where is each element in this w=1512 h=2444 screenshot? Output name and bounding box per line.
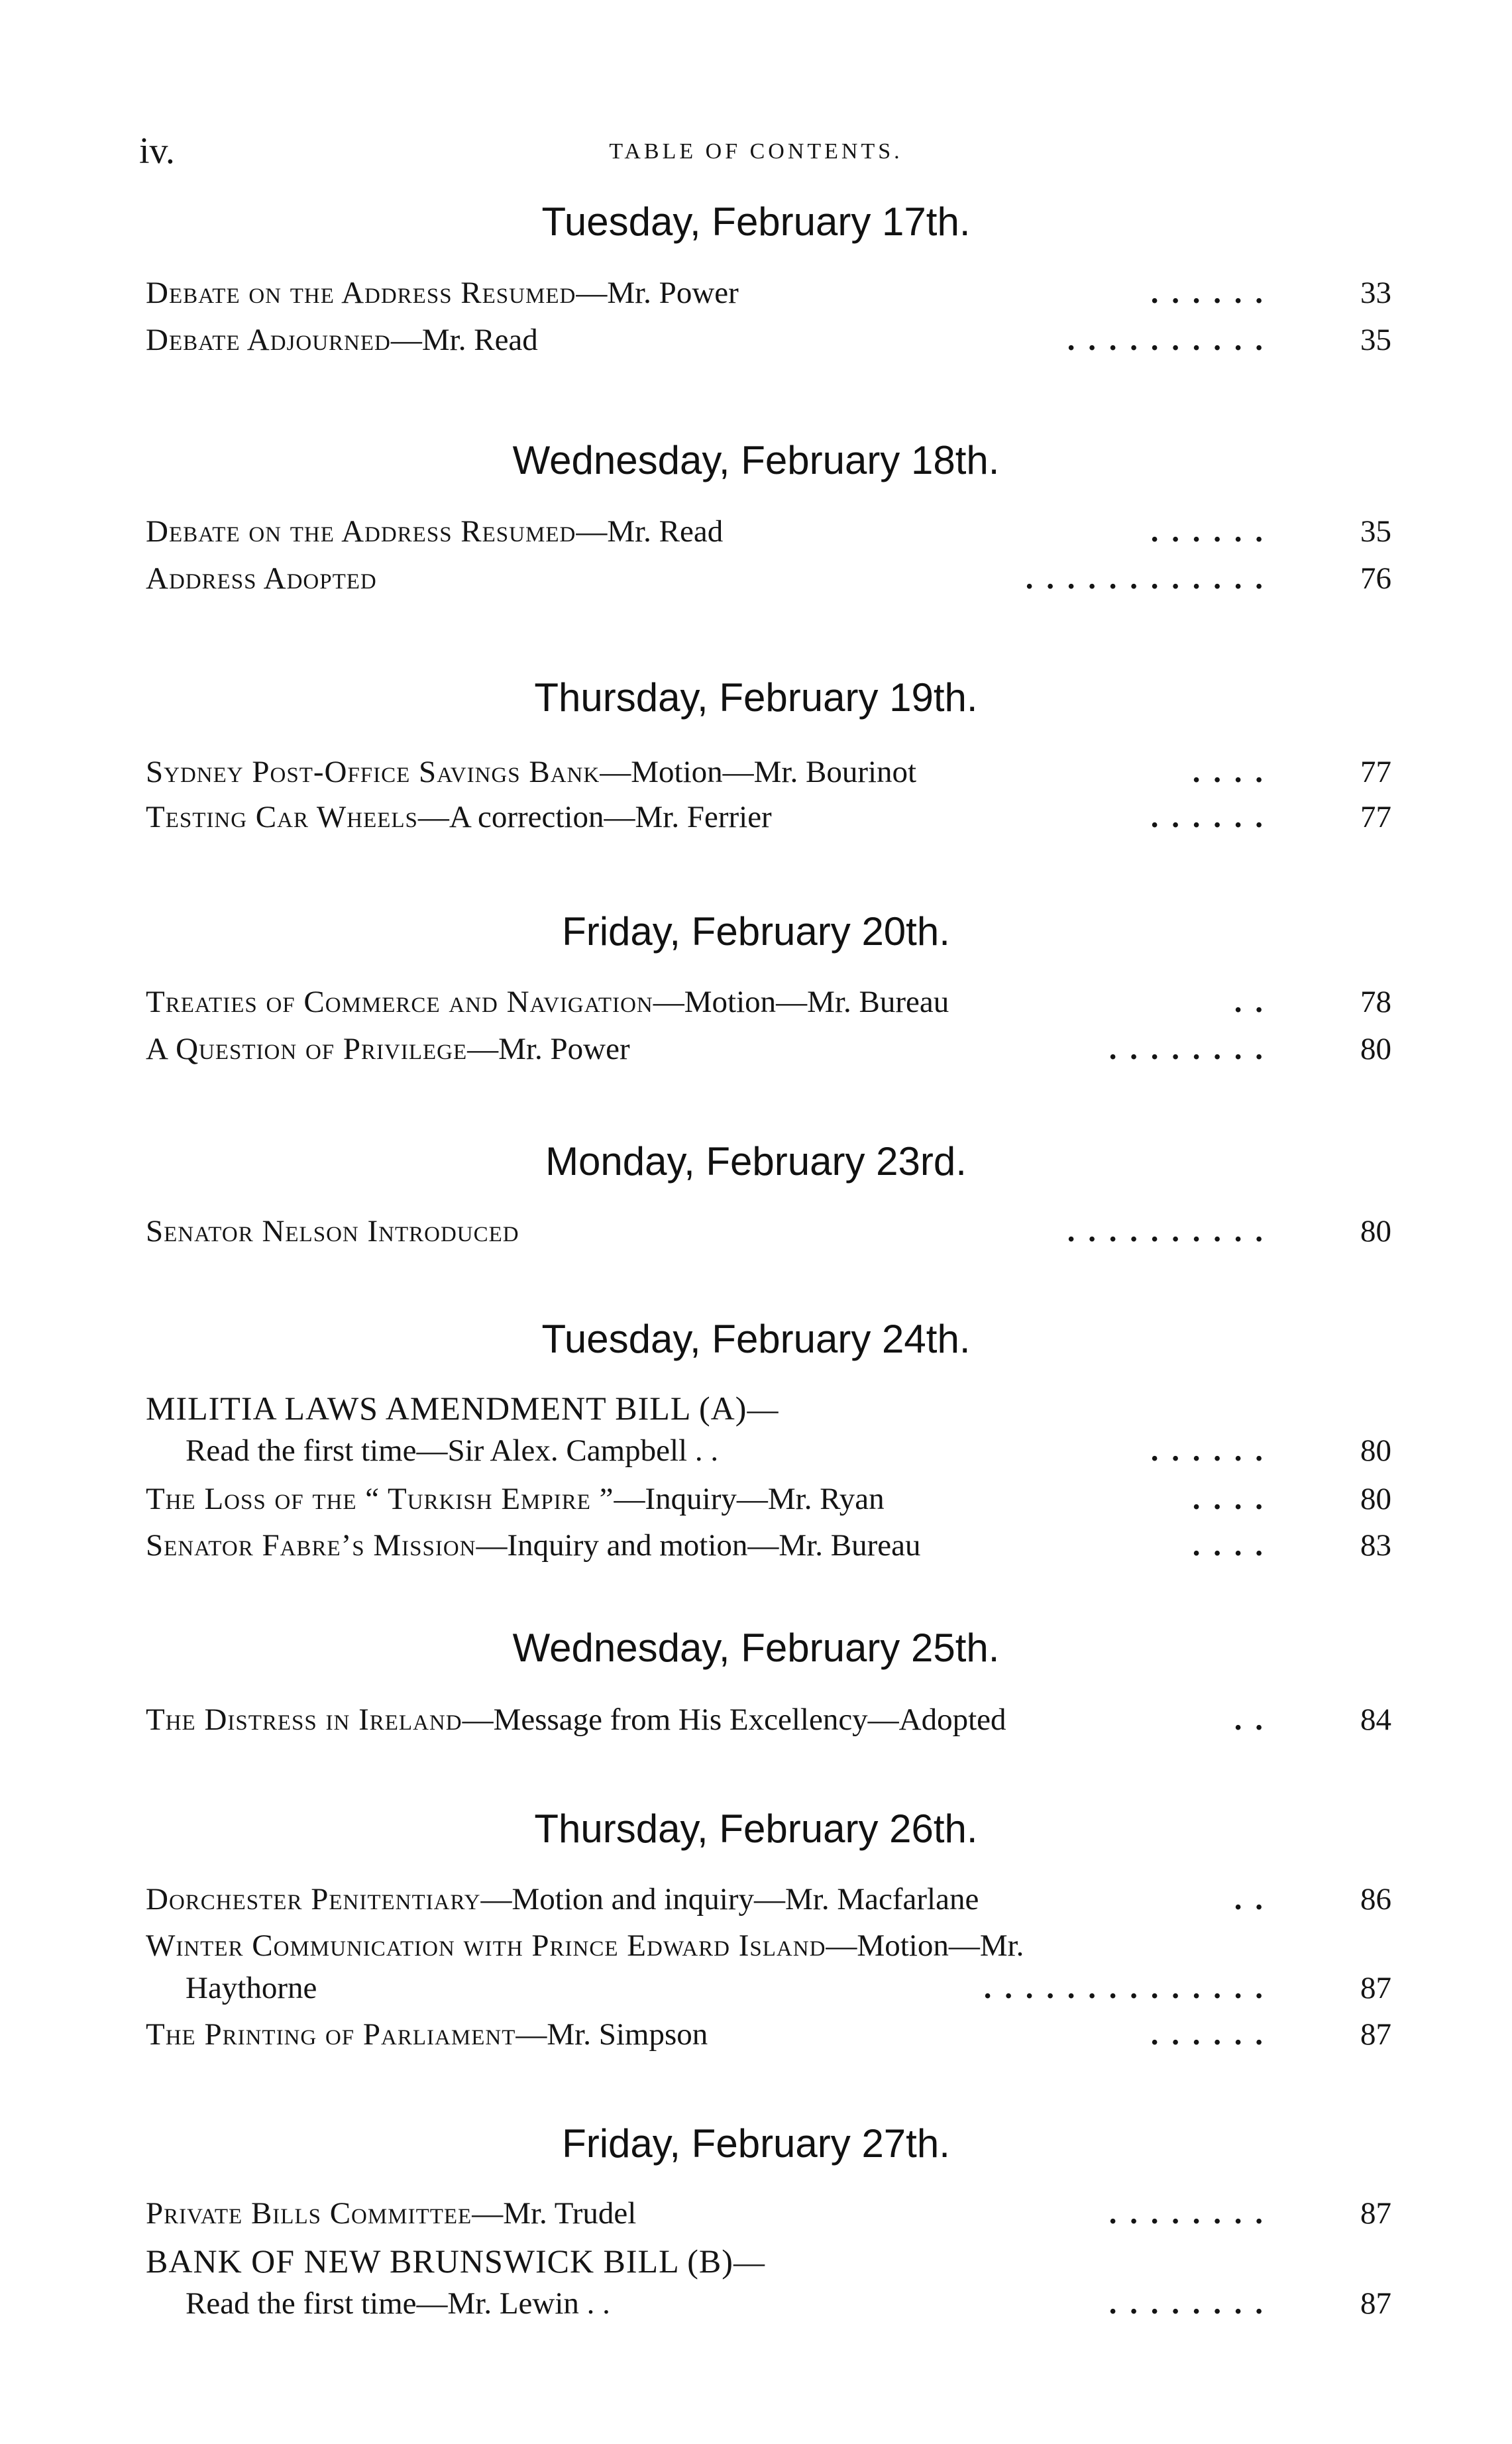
entry-title: Winter Communication with Prince Edward Island — [146, 1928, 826, 1963]
entry-page-number: 35 — [1360, 323, 1391, 357]
toc-entry — [146, 2013, 1391, 2056]
section-heading: Tuesday, February 24th. — [541, 1317, 971, 1361]
leader-dots: . . — [1234, 1882, 1266, 1916]
leader-dots: . . . . . . . . — [1108, 2286, 1266, 2321]
leader-dots: . . — [1234, 985, 1266, 1019]
leader-dots: . . . . . . — [1150, 1433, 1266, 1468]
entry-detail: — — [747, 1392, 779, 1427]
entry-title: BANK OF NEW BRUNSWICK BILL (B) — [146, 2243, 733, 2280]
section-heading: Wednesday, February 25th. — [512, 1626, 1000, 1670]
entry-title: Treaties of Commerce and Navigation — [146, 985, 653, 1019]
entry-detail: —Motion—Mr. Bureau — [653, 985, 949, 1019]
toc-entry — [146, 1478, 1391, 1520]
entry-detail: —Mr. Power — [576, 276, 739, 310]
toc-entry — [146, 319, 1391, 361]
entry-page-number: 77 — [1360, 755, 1391, 789]
toc-entry — [146, 1387, 1391, 1472]
entry-detail: —Motion—Mr. — [826, 1928, 1024, 1963]
entry-title: MILITIA LAWS AMENDMENT BILL (A) — [146, 1390, 747, 1427]
entry-page-number: 87 — [1360, 2286, 1391, 2321]
entry-title: Private Bills Committee — [146, 2196, 472, 2231]
entry-page-number: 77 — [1360, 800, 1391, 834]
entry-detail: —Message from His Excellency—Adopted — [462, 1702, 1006, 1737]
leader-dots: . . . . . . . . . . — [1067, 323, 1266, 357]
section-heading: Thursday, February 19th. — [534, 675, 978, 720]
toc-entry — [146, 1878, 1391, 1920]
page-number: iv. — [139, 131, 175, 172]
entry-title: The Distress in Ireland — [146, 1702, 462, 1737]
toc-entry — [146, 1028, 1391, 1070]
leader-dots: . . . . . . . . . . . . . . — [983, 1971, 1266, 2005]
toc-entry — [146, 751, 1391, 793]
leader-dots: . . . . — [1192, 1528, 1266, 1563]
entry-detail: —Mr. Read — [390, 323, 538, 357]
entry-page-number: 84 — [1360, 1702, 1391, 1737]
leader-dots: . . . . . . . . — [1108, 1032, 1266, 1066]
entry-title: Senator Fabre’s Mission — [146, 1528, 476, 1563]
leader-dots: . . . . . . . . . . . . — [1025, 561, 1266, 596]
entry-title: The Loss of the “ Turkish Empire ” — [146, 1482, 614, 1516]
entry-page-number: 76 — [1360, 561, 1391, 596]
section-heading: Thursday, February 26th. — [534, 1806, 978, 1851]
entry-page-number: 83 — [1360, 1528, 1391, 1563]
toc-entry — [146, 1698, 1391, 1741]
entry-title: Debate on the Address Resumed — [146, 514, 576, 549]
entry-title: Debate on the Address Resumed — [146, 276, 576, 310]
leader-dots: . . . . — [1192, 1482, 1266, 1516]
entry-page-number: 35 — [1360, 514, 1391, 549]
leader-dots: . . . . — [1192, 755, 1266, 789]
running-title: TABLE OF CONTENTS. — [609, 139, 903, 164]
leader-dots: . . . . . . — [1150, 800, 1266, 834]
leader-dots: . . . . . . . . . . — [1067, 1214, 1266, 1249]
entry-page-number: 80 — [1360, 1433, 1391, 1468]
section-heading: Tuesday, February 17th. — [541, 199, 971, 244]
toc-entry — [146, 557, 1391, 600]
entry-page-number: 80 — [1360, 1032, 1391, 1066]
entry-second-line: Read the first time—Mr. Lewin . . — [186, 2286, 610, 2321]
section-heading: Monday, February 23rd. — [545, 1139, 967, 1184]
page-header — [0, 119, 1512, 179]
entry-page-number: 87 — [1360, 2196, 1391, 2231]
entry-page-number: 33 — [1360, 276, 1391, 310]
leader-dots: . . . . . . . . — [1108, 2196, 1266, 2231]
entry-second-line: Read the first time—Sir Alex. Campbell . . — [186, 1433, 719, 1468]
entry-title: Sydney Post-Office Savings Bank — [146, 755, 600, 789]
entry-detail: —Mr. Read — [576, 514, 724, 549]
entry-page-number: 87 — [1360, 2017, 1391, 2052]
leader-dots: . . . . . . — [1150, 514, 1266, 549]
entry-title: Testing Car Wheels — [146, 800, 418, 834]
entry-detail: —Mr. Power — [467, 1032, 630, 1066]
entry-detail: —Motion and inquiry—Mr. Macfarlane — [480, 1882, 979, 1916]
toc-entry — [146, 2240, 1391, 2325]
toc-entry — [146, 2192, 1391, 2235]
entry-detail: —Inquiry—Mr. Ryan — [614, 1482, 885, 1516]
entry-page-number: 86 — [1360, 1882, 1391, 1916]
toc-entry — [146, 981, 1391, 1023]
entry-page-number: 80 — [1360, 1482, 1391, 1516]
toc-entry — [146, 1524, 1391, 1567]
entry-detail: —Mr. Simpson — [515, 2017, 708, 2052]
section-heading: Friday, February 27th. — [562, 2121, 950, 2166]
entry-page-number: 80 — [1360, 1214, 1391, 1249]
section-heading: Wednesday, February 18th. — [512, 438, 1000, 482]
entry-title: A Question of Privilege — [146, 1032, 468, 1066]
entry-title: The Printing of Parliament — [146, 2017, 516, 2052]
entry-detail: —Inquiry and motion—Mr. Bureau — [476, 1528, 921, 1563]
entry-detail: —Motion—Mr. Bourinot — [600, 755, 917, 789]
entry-title: Dorchester Penitentiary — [146, 1882, 481, 1916]
toc-entry — [146, 796, 1391, 838]
entry-page-number: 87 — [1360, 1971, 1391, 2005]
entry-title: Address Adopted — [146, 561, 377, 596]
entry-title: Senator Nelson Introduced — [146, 1214, 519, 1249]
entry-detail: — — [733, 2245, 765, 2280]
toc-entry — [146, 1924, 1391, 2009]
entry-title: Debate Adjourned — [146, 323, 391, 357]
entry-second-line: Haythorne — [186, 1971, 317, 2005]
toc-entry — [146, 510, 1391, 553]
section-heading: Friday, February 20th. — [562, 909, 950, 954]
entry-detail: —Mr. Trudel — [472, 2196, 637, 2231]
toc-entry — [146, 1210, 1391, 1252]
toc-entry — [146, 272, 1391, 314]
entry-detail: —A correction—Mr. Ferrier — [417, 800, 772, 834]
leader-dots: . . . . . . — [1150, 276, 1266, 310]
leader-dots: . . . . . . — [1150, 2017, 1266, 2052]
entry-page-number: 78 — [1360, 985, 1391, 1019]
leader-dots: . . — [1234, 1702, 1266, 1737]
